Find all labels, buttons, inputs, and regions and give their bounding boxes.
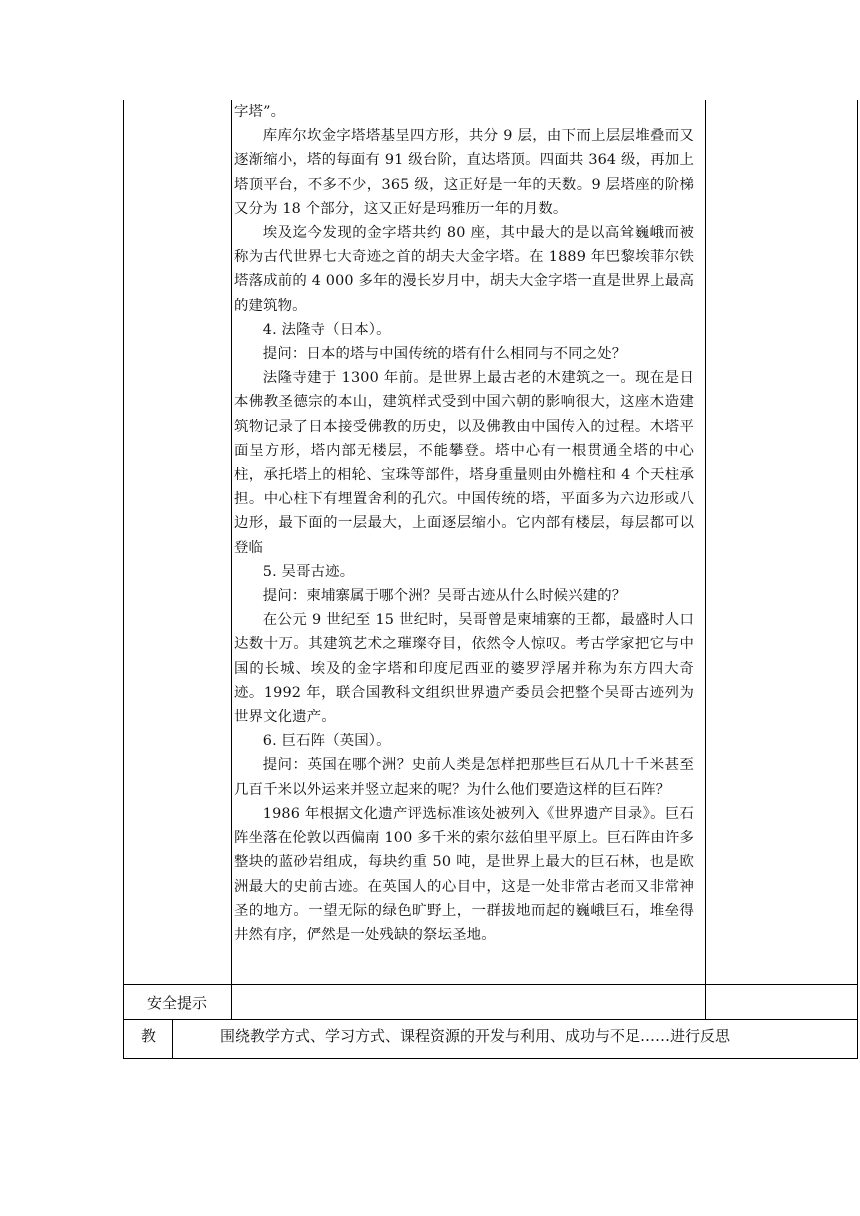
lesson-paragraph: 提问：英国在哪个洲？史前人类是怎样把那些巨石从几十千米甚至几百千米以外运来并竖立起来的呢？为什么他们要造这样的巨石阵？ bbox=[234, 757, 694, 798]
content-column-left-border bbox=[231, 100, 232, 1019]
reflection-label: 教 bbox=[140, 1027, 156, 1045]
lesson-paragraph: 6. 巨石阵（英国）。 bbox=[262, 733, 391, 750]
table-right-border bbox=[857, 100, 858, 1059]
safety-notes-cell bbox=[706, 985, 856, 1019]
reflection-label-divider bbox=[172, 1019, 173, 1059]
safety-content-cell bbox=[232, 985, 704, 1019]
lesson-paragraph: 4. 法隆寺（日本）。 bbox=[262, 321, 391, 338]
table-bottom-border bbox=[123, 1058, 858, 1059]
lesson-paragraph: 5. 吴哥古迹。 bbox=[262, 563, 355, 580]
lesson-paragraph: 提问：柬埔寨属于哪个洲？吴哥古迹从什么时候兴建的？ bbox=[262, 588, 627, 605]
reflection-instructions: 围绕教学方式、学习方式、课程资源的开发与利用、成功与不足……进行反思 bbox=[220, 1027, 731, 1045]
lesson-paragraph: 字塔”。 bbox=[234, 104, 286, 120]
lesson-paragraph: 1986 年根据文化遗产评选标准该处被列入《世界遗产目录》。巨石阵坐落在伦敦以西偏南 100 多千米的索尔兹伯里平原上。巨石阵由许多整块的蓝砂岩组成，每块约重 50 吨，是世界上最大的巨石林，也是欧洲最大的史前古迹。在英国人的心目中，这是一处非常古老而又非常神圣的地方。一望无际的绿色旷野上，一群拔地而起的巍峨巨石，堆垒得井然有序，俨然是一处残缺的祭坛圣地。 bbox=[234, 805, 694, 943]
notes-column-left-border bbox=[705, 100, 706, 1019]
lesson-paragraph: 提问：日本的塔与中国传统的塔有什么相同与不同之处？ bbox=[262, 346, 627, 363]
lesson-paragraph: 库库尔坎金字塔塔基呈四方形，共分 9 层，由下而上层层堆叠而又逐渐缩小，塔的每面有 91 级台阶，直达塔顶。四面共 364 级，再加上塔顶平台，不多不少，365 级，这正好是一年的天数。9 层塔座的阶梯又分为 18 个部分，这又正好是玛雅历一年的月数。 bbox=[234, 128, 694, 217]
lesson-paragraph: 埃及迄今发现的金字塔共约 80 座，其中最大的是以高耸巍峨而被称为古代世界七大奇迹之首的胡夫大金字塔。在 1889 年巴黎埃菲尔铁塔落成前的 4 000 多年的漫长岁月中，胡夫大金字塔一直是世界上最高的建筑物。 bbox=[234, 225, 694, 314]
lesson-content-cell bbox=[234, 100, 694, 947]
reflection-row-top-border bbox=[123, 1019, 858, 1020]
lesson-paragraph: 在公元 9 世纪至 15 世纪时，吴哥曾是柬埔寨的王都，最盛时人口达数十万。其建筑艺术之璀璨夺目，依然令人惊叹。考古学家把它与中国的长城、埃及的金字塔和印度尼西亚的婆罗浮屠并称为东方四大奇迹。1992 年，联合国教科文组织世界遗产委员会把整个吴哥古迹列为世界文化遗产。 bbox=[234, 612, 694, 726]
safety-label: 安全提示 bbox=[146, 993, 207, 1012]
table-left-border bbox=[123, 100, 124, 1059]
lesson-paragraph: 法隆寺建于 1300 年前。是世界上最古老的木建筑之一。现在是日本佛教圣德宗的本山，建筑样式受到中国六朝的影响很大，这座木造建筑物记录了日本接受佛教的历史，以及佛教由中国传入的过程。木塔平面呈方形，塔内部无楼层，不能攀登。塔中心有一根贯通全塔的中心柱，承托塔上的相轮、宝珠等部件，塔身重量则由外檐柱和 4 个天柱承担。中心柱下有埋置舍利的孔穴。中国传统的塔，平面多为六边形或八边形，最下面的一层最大，上面逐层缩小。它内部有楼层，每层都可以登临 bbox=[234, 370, 694, 556]
